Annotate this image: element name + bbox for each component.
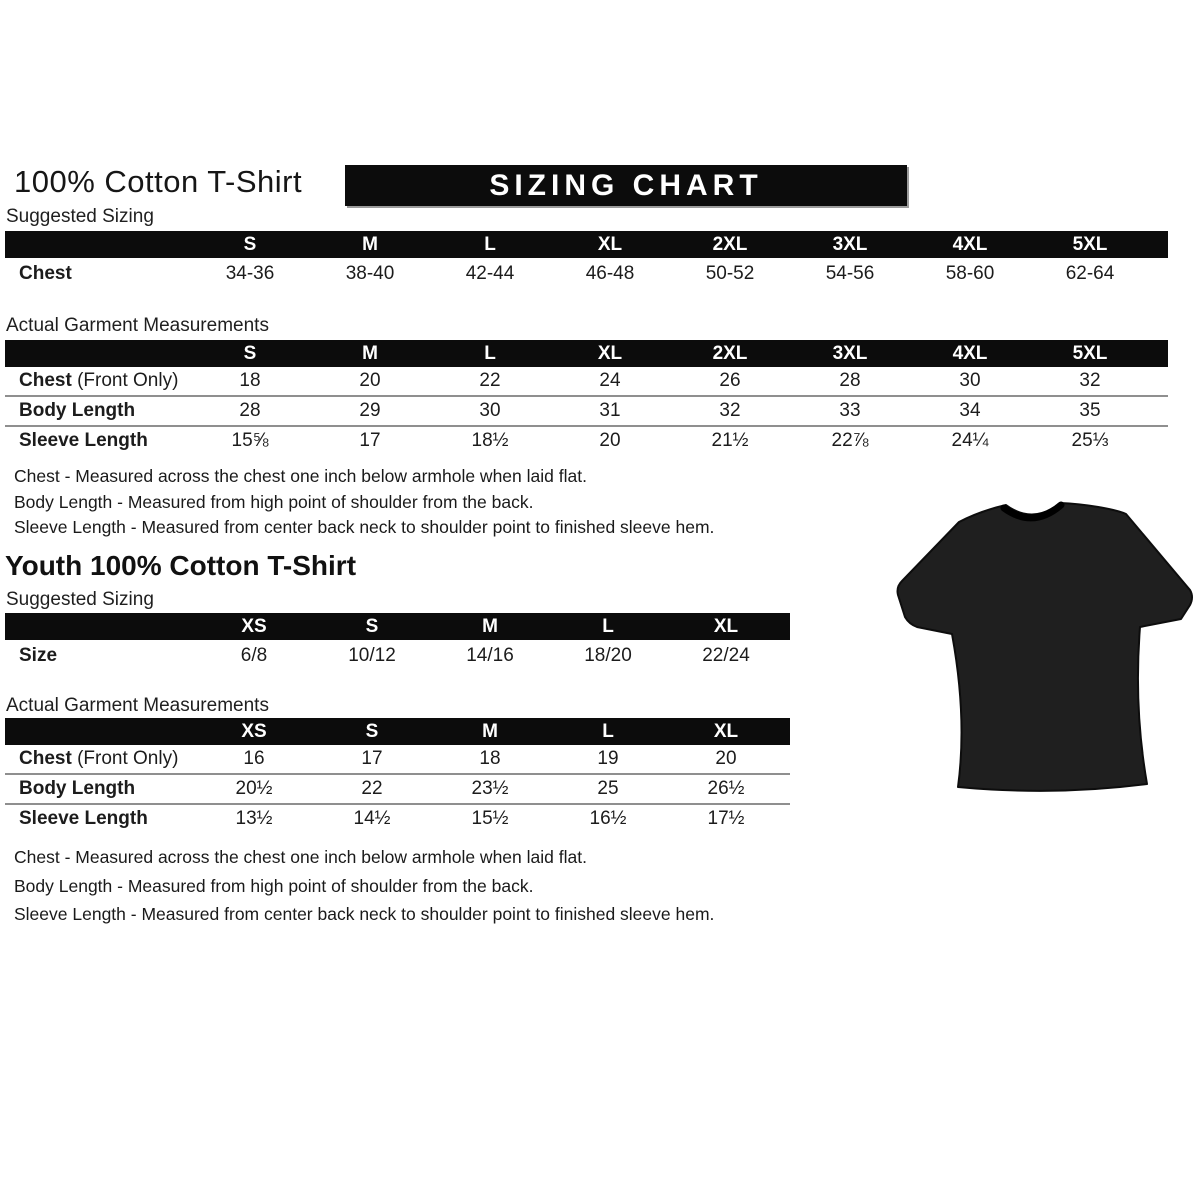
measurement-value: 16½ — [589, 808, 627, 829]
youth-actual-measurements-table — [5, 718, 790, 833]
size-column-header: 5XL — [1072, 342, 1108, 364]
measurement-value: 35 — [1079, 400, 1101, 421]
measurement-value: 18 — [239, 370, 261, 391]
measurement-value: 32 — [719, 400, 741, 421]
measurement-value: 26½ — [707, 778, 745, 799]
measurement-value: 58-60 — [945, 262, 995, 284]
measurement-value: 24 — [599, 370, 621, 391]
measurement-value: 42-44 — [465, 262, 515, 284]
sleeve-length-note: Sleeve Length - Measured from center back neck to shoulder point to finished sleeve hem. — [14, 517, 715, 537]
size-column-header: M — [362, 233, 378, 255]
measurement-value: 18/20 — [584, 644, 632, 666]
table-row — [5, 773, 790, 803]
table-row — [5, 425, 1168, 455]
chest-note: Chest - Measured across the chest one inch below armhole when laid flat. — [14, 466, 587, 486]
measurement-value: 22 — [361, 778, 383, 799]
table-header-row — [5, 340, 1168, 367]
measurement-value: 10/12 — [348, 644, 396, 666]
measurement-value: 18½ — [471, 430, 509, 451]
table-row — [5, 258, 1168, 289]
measurement-value: 32 — [1079, 370, 1101, 391]
measurement-value: 31 — [599, 400, 621, 421]
table-header-row — [5, 231, 1168, 258]
measurement-value: 13½ — [235, 808, 273, 829]
adult-actual-measurements-table — [5, 340, 1168, 455]
size-column-header: L — [484, 233, 496, 255]
measurement-value: 22⅞ — [831, 430, 869, 451]
row-label: Chest (Front Only) — [19, 370, 179, 391]
measurement-value: 17 — [361, 748, 383, 769]
adult-suggested-sizing-label: Suggested Sizing — [6, 206, 154, 227]
sleeve-length-note: Sleeve Length - Measured from center back neck to shoulder point to finished sleeve hem. — [14, 904, 715, 924]
size-column-header: S — [243, 342, 257, 364]
table-row — [5, 803, 790, 833]
size-column-header: M — [482, 720, 498, 742]
size-column-header: XS — [241, 615, 267, 637]
measurement-value: 24¼ — [951, 430, 989, 451]
youth-suggested-sizing-table — [5, 613, 790, 671]
measurement-value: 15½ — [471, 808, 509, 829]
size-column-header: 3XL — [832, 342, 868, 364]
measurement-value: 21½ — [711, 430, 749, 451]
measurement-value: 17 — [359, 430, 381, 451]
measurement-value: 34-36 — [225, 262, 275, 284]
measurement-value: 26 — [719, 370, 741, 391]
measurement-value: 20 — [359, 370, 381, 391]
size-column-header: L — [484, 342, 496, 364]
table-header-row — [5, 718, 790, 745]
measurement-value: 22/24 — [702, 644, 750, 666]
sizing-chart-banner: SIZING CHART — [345, 165, 907, 206]
size-column-header: XL — [597, 233, 623, 255]
measurement-value: 16 — [243, 748, 265, 769]
measurement-value: 25⅓ — [1071, 430, 1109, 451]
size-column-header: XL — [713, 615, 739, 637]
size-column-header: L — [602, 720, 614, 742]
measurement-value: 28 — [839, 370, 861, 391]
size-column-header: 4XL — [952, 342, 988, 364]
size-column-header: 2XL — [712, 233, 748, 255]
adult-measurement-notes — [14, 464, 714, 541]
size-column-header: S — [365, 615, 379, 637]
row-label: Chest (Front Only) — [19, 748, 179, 769]
body-length-note: Body Length - Measured from high point of shoulder from the back. — [14, 875, 534, 896]
measurement-value: 38-40 — [345, 262, 395, 284]
youth-actual-measurements-label: Actual Garment Measurements — [6, 695, 269, 716]
measurement-value: 20½ — [235, 778, 273, 799]
measurement-value: 62-64 — [1065, 262, 1115, 284]
size-column-header: 5XL — [1072, 233, 1108, 255]
table-header-row — [5, 613, 790, 640]
table-row — [5, 367, 1168, 395]
measurement-value: 14½ — [353, 808, 391, 829]
tshirt-body — [898, 503, 1193, 791]
measurement-value: 30 — [959, 370, 981, 391]
size-column-header: 2XL — [712, 342, 748, 364]
table-row — [5, 395, 1168, 425]
body-length-note: Body Length - Measured from high point of shoulder from the back. — [14, 491, 534, 512]
measurement-value: 50-52 — [705, 262, 755, 284]
row-label: Sleeve Length — [19, 808, 148, 829]
youth-section-title: Youth 100% Cotton T-Shirt — [5, 550, 357, 581]
size-column-header: XL — [713, 720, 739, 742]
measurement-value: 20 — [599, 430, 621, 451]
page-title: 100% Cotton T-Shirt — [14, 164, 303, 199]
row-label: Sleeve Length — [19, 430, 148, 451]
size-column-header: S — [243, 233, 257, 255]
size-column-header: XS — [241, 720, 267, 742]
youth-suggested-sizing-label: Suggested Sizing — [6, 589, 154, 610]
size-column-header: M — [482, 615, 498, 637]
size-column-header: M — [362, 342, 378, 364]
measurement-value: 22 — [479, 370, 501, 391]
youth-measurement-notes — [14, 843, 714, 929]
size-column-header: S — [365, 720, 379, 742]
black-tshirt-image — [895, 487, 1195, 805]
chest-note: Chest - Measured across the chest one inch below armhole when laid flat. — [14, 847, 587, 867]
measurement-value: 15⅝ — [231, 430, 269, 451]
row-label: Size — [19, 644, 58, 666]
measurement-value: 46-48 — [585, 262, 635, 284]
table-row — [5, 640, 790, 671]
measurement-value: 14/16 — [466, 644, 514, 666]
measurement-value: 23½ — [471, 778, 509, 799]
measurement-value: 34 — [959, 400, 981, 421]
size-column-header: L — [602, 615, 614, 637]
measurement-value: 6/8 — [240, 644, 268, 666]
measurement-value: 30 — [479, 400, 501, 421]
row-label: Body Length — [19, 400, 136, 421]
row-label: Chest — [19, 262, 72, 284]
size-column-header: 4XL — [952, 233, 988, 255]
measurement-value: 54-56 — [825, 262, 875, 284]
adult-actual-measurements-label: Actual Garment Measurements — [6, 315, 269, 336]
table-row — [5, 745, 790, 773]
size-column-header: 3XL — [832, 233, 868, 255]
measurement-value: 17½ — [707, 808, 745, 829]
measurement-value: 20 — [715, 748, 737, 769]
measurement-value: 28 — [239, 400, 261, 421]
size-column-header: XL — [597, 342, 623, 364]
measurement-value: 19 — [597, 748, 619, 769]
measurement-value: 25 — [597, 778, 619, 799]
measurement-value: 29 — [359, 400, 381, 421]
adult-suggested-sizing-table — [5, 231, 1168, 289]
measurement-value: 33 — [839, 400, 861, 421]
measurement-value: 18 — [479, 748, 501, 769]
row-label: Body Length — [19, 778, 136, 799]
